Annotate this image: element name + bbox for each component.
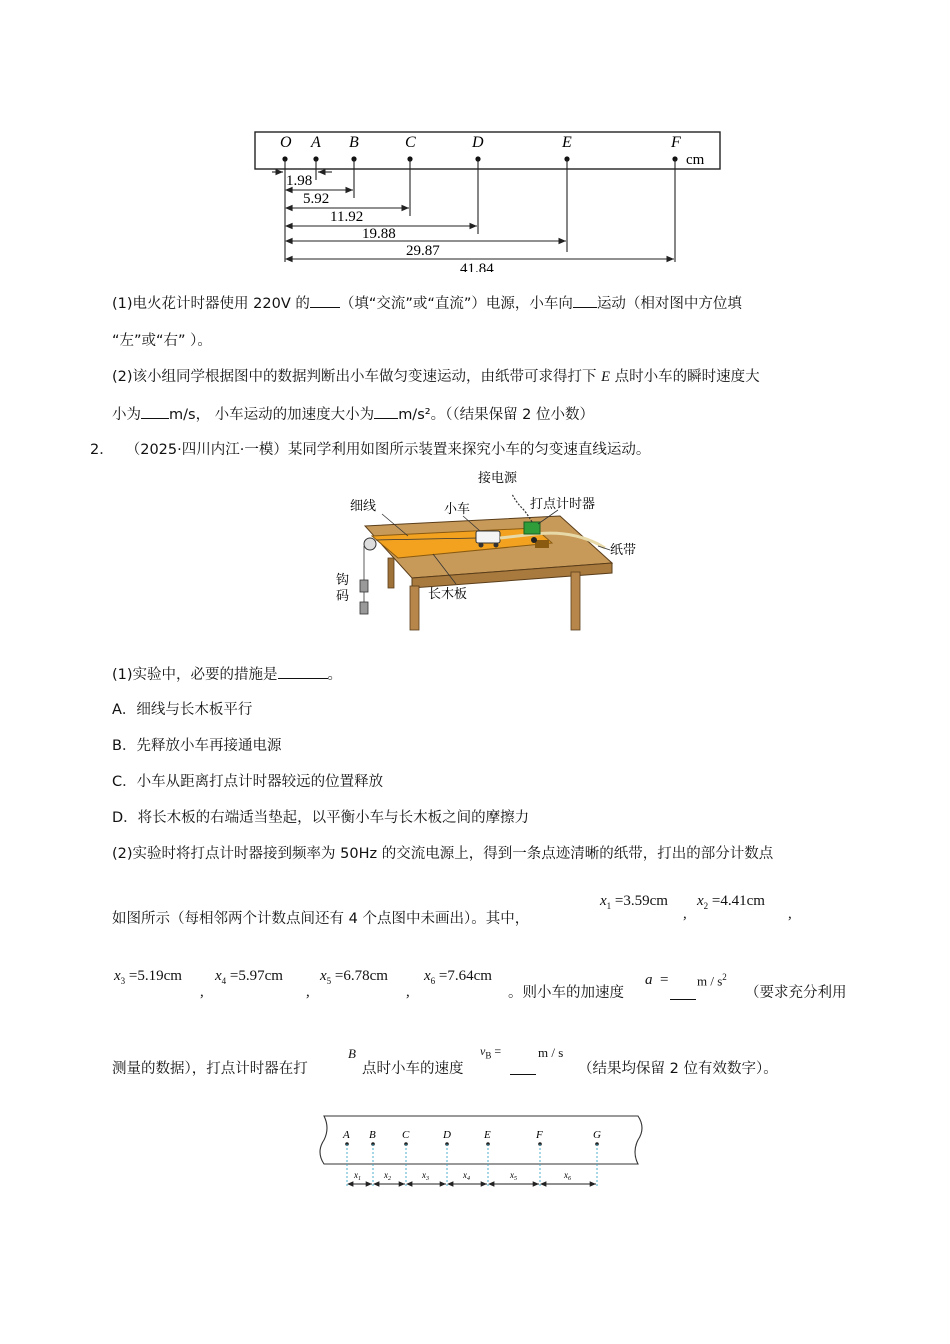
hook-weight (360, 602, 368, 614)
timer (524, 522, 540, 534)
q2-part1: (1)实验中，必要的措施是 。 (112, 664, 342, 685)
answer-blank-velocity[interactable] (141, 404, 169, 419)
vb-unit: m / s (538, 1045, 564, 1060)
tape2-label-G: G (593, 1129, 601, 1141)
tape2-label-D: D (443, 1129, 451, 1141)
tape1-unit: cm (686, 152, 705, 168)
option-d[interactable]: D．将长木板的右端适当垫起，以平衡小车与长木板之间的摩擦力 (112, 810, 530, 826)
tape1-label-F: F (671, 134, 681, 151)
tape1-label-E: E (562, 134, 572, 151)
cart (476, 531, 500, 543)
answer-blank-vb[interactable] (510, 1060, 536, 1075)
x6-value: $x_6 =7.64cm$ (424, 968, 492, 986)
label-power: 接电源 (478, 471, 518, 486)
q2-note1: （要求充分利用 (745, 985, 847, 1001)
q1-part1-line2: “左”或“右” ）。 (112, 333, 212, 349)
seg-x3: $x_3$ (422, 1170, 429, 1182)
option-b[interactable]: B．先释放小车再接通电源 (112, 738, 282, 754)
tape1-label-O: O (280, 134, 292, 151)
q1-part2-line1: (2)该小组同学根据图中的数据判断出小车做匀变速运动，由纸带可求得打下 E 点时小车的瞬时速度大 (112, 369, 760, 385)
tape-figure-1 (250, 122, 730, 272)
tape1-label-C: C (405, 134, 416, 151)
x2-value: $x_2 =4.41cm$ (697, 893, 765, 911)
label-weight-1: 钩 (336, 573, 350, 588)
answer-blank-power[interactable] (310, 293, 340, 308)
answer-blank-accel[interactable] (670, 985, 696, 1000)
seg-x6: $x_6$ (564, 1170, 571, 1182)
q1-part1-line1: (1)电火花计时器使用 220V 的 （填“交流”或“直流”）电源，小车向 运动（相对图中方位填 (112, 293, 742, 314)
q2-accel-text: 。则小车的加速度 (508, 985, 624, 1001)
seg-x1: $x_1$ (354, 1170, 361, 1182)
a-symbol: a (645, 972, 653, 988)
label-car: 小车 (444, 502, 471, 517)
seg-x2: $x_2$ (384, 1170, 391, 1182)
a-unit: m / $s^2$ (697, 972, 727, 989)
label-timer: 打点计时器 (530, 497, 596, 512)
table-leg (410, 586, 419, 630)
tape2-label-F: F (536, 1129, 543, 1141)
x5-value: $x_5 =6.78cm$ (320, 968, 388, 986)
answer-blank-direction[interactable] (573, 293, 597, 308)
tape2-label-A: A (343, 1129, 350, 1141)
q2-note2: （结果均保留 2 位有效数字）。 (578, 1061, 778, 1077)
tape-strip (255, 132, 720, 169)
q2-part2-line4: 测量的数据），打点计时器在打 (112, 1061, 308, 1077)
answer-blank-measures[interactable] (278, 664, 328, 679)
tape2-label-B: B (369, 1129, 376, 1141)
table-leg (388, 558, 394, 588)
seg-x5: $x_5$ (510, 1170, 517, 1182)
q1-part2-line2: 小为 m/s， 小车运动的加速度大小为 m/s²。（（结果保留 2 位小数） (112, 404, 594, 425)
tape1-dist-5: 29.87 (406, 243, 440, 259)
question-number: 2． (90, 442, 114, 458)
vb-symbol: $v_B$ = (480, 1044, 502, 1061)
tape1-dist-3: 11.92 (330, 209, 364, 225)
b-symbol: B (348, 1046, 356, 1061)
answer-blank-acceleration[interactable] (374, 404, 398, 419)
label-weight-2: 码 (336, 589, 350, 604)
tape1-dist-1: 1.98 (286, 173, 313, 189)
q2-intro: 2． （2025·四川内江·一模）某同学利用如图所示装置来探究小车的匀变速直线运动。 (90, 442, 651, 458)
label-string: 细线 (350, 499, 377, 514)
q2-part2-line1: (2)实验时将打点计时器接到频率为 50Hz 的交流电源上，得到一条点迹清晰的纸带，打出的部分计数点 (112, 846, 774, 862)
tape1-dist-4: 19.88 (362, 226, 396, 242)
tape2-label-E: E (484, 1129, 491, 1141)
tape1-label-B: B (349, 134, 359, 151)
label-tape: 纸带 (610, 543, 637, 558)
tape-figure-2 (312, 1112, 652, 1194)
hook-weight (360, 580, 368, 592)
label-board: 长木板 (428, 587, 468, 602)
option-a[interactable]: A．细线与长木板平行 (112, 702, 253, 718)
tape1-label-D: D (472, 134, 484, 151)
x3-value: $x_3 =5.19cm$ (114, 968, 182, 986)
seg-x4: $x_4$ (463, 1170, 470, 1182)
option-c[interactable]: C．小车从距离打点计时器较远的位置释放 (112, 774, 384, 790)
q2-velocity-text: 点时小车的速度 (362, 1061, 464, 1077)
q2-part2-line2: 如图所示（每相邻两个计数点间还有 4 个点图中未画出）。其中， (112, 911, 530, 927)
x1-value: $x_1 =3.59cm$ (600, 893, 668, 911)
table-leg (571, 572, 580, 630)
pulley (364, 538, 376, 550)
apparatus-figure (330, 468, 640, 638)
tape1-label-A: A (311, 134, 321, 151)
tape1-dist-2: 5.92 (303, 191, 330, 207)
x4-value: $x_4 =5.97cm$ (215, 968, 283, 986)
tape1-dist-6: 41.84 (460, 261, 494, 272)
point-E-symbol: E (601, 369, 611, 385)
tape2-label-C: C (402, 1129, 410, 1141)
